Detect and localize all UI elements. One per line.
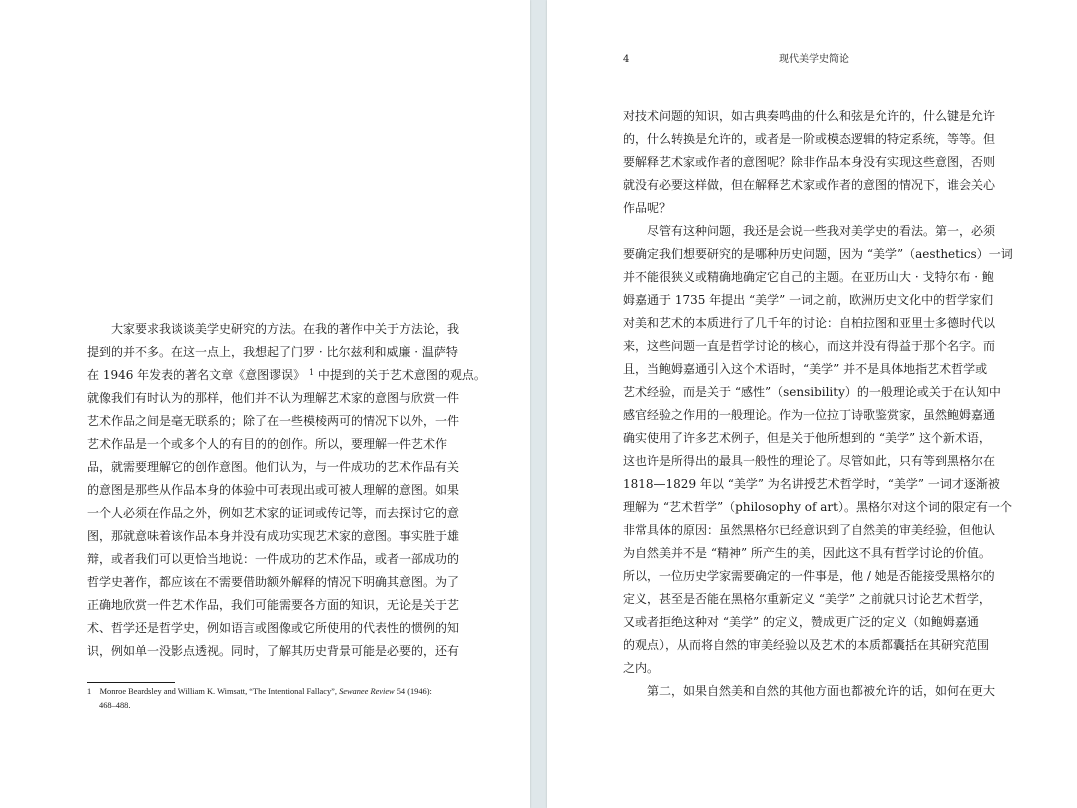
text-line: 之内。	[623, 661, 660, 675]
text-line: 品，就需要理解它的创作意图。他们认为，与一件成功的艺术作品有关	[87, 460, 460, 474]
left-page	[0, 0, 530, 808]
text-line: 姆嘉通于 1735 年提出 “美学” 一词之前，欧洲历史文化中的哲学家们	[623, 293, 994, 307]
footnote-journal: Sewanee Review	[339, 687, 395, 696]
text-line: 要解释艺术家或作者的意图呢？除非作品本身没有实现这些意图，否则	[623, 155, 996, 169]
text-line: 为自然美并不是 “精神” 所产生的美，因此这不具有哲学讨论的价值。	[623, 546, 991, 560]
footnote-volume: 54 (1946):	[396, 687, 432, 696]
text-line: 就没有必要这样做，但在解释艺术家或作者的意图的情况下，谁会关心	[623, 178, 996, 192]
text-line: 确实使用了许多艺术例子，但是关于他所想到的 “美学” 这个新术语，	[623, 431, 991, 445]
footnote-marker[interactable]: 1	[309, 368, 315, 377]
text-line: 哲学史著作，都应该在不需要借助额外解释的情况下明确其意图。为了	[87, 575, 460, 589]
text-line: 尽管有这种问题，我还是会说一些我对美学史的看法。第一，必须	[647, 224, 996, 238]
text-line: 就像我们有时认为的那样，他们并不认为理解艺术家的意图与欣赏一件	[87, 391, 460, 405]
text-line: 对技术问题的知识，如古典奏鸣曲的什么和弦是允许的，什么键是允许	[623, 109, 996, 123]
text-line: 艺术作品之间是毫无联系的；除了在一些模棱两可的情况下以外，一件	[87, 414, 460, 428]
page-number: 4	[623, 54, 630, 65]
text-line: 且，当鲍姆嘉通引入这个术语时，“美学” 并不是具体地指艺术哲学或	[623, 362, 988, 376]
text-line: 一个人必须在作品之外，例如艺术家的证词或传记等，而去探讨它的意	[87, 506, 460, 520]
right-page	[547, 0, 1077, 808]
text-line: 艺术作品是一个或多个人的有目的的创作。所以，要理解一件艺术作	[87, 437, 448, 451]
text-line: 提到的并不多。在这一点上，我想起了门罗 · 比尔兹利和威廉 · 温萨特	[87, 345, 458, 359]
text-line: 所以，一位历史学家需要确定的一件事是，他 / 她是否能接受黑格尔的	[623, 569, 995, 583]
text-line: 理解为 “艺术哲学”（philosophy of art）。黑格尔对这个词的限定有一个	[623, 500, 1012, 514]
text-line: 术、哲学还是哲学史，例如语言或图像或它所使用的代表性的惯例的知	[87, 621, 460, 635]
text-line: 艺术经验，而是关于 “感性”（sensibility）的一般理论或关于在认知中	[623, 385, 1001, 399]
running-title: 现代美学史简论	[779, 54, 849, 65]
text-line	[87, 367, 486, 383]
text-line-start: 在 1946 年发表的著名文章《意图谬误》	[87, 368, 306, 382]
text-line: 对美和艺术的本质进行了几千年的讨论：自柏拉图和亚里士多德时代以	[623, 316, 996, 330]
footnote-number: 1	[87, 687, 92, 696]
text-line: 识，例如单一没影点透视。同时，了解其历史背景可能是必要的，还有	[87, 644, 460, 658]
text-line: 1818—1829 年以 “美学” 为名讲授艺术哲学时，“美学” 一词才逐渐被	[623, 477, 1000, 491]
text-line: 要确定我们想要研究的是哪种历史问题，因为 “美学”（aesthetics）一词	[623, 247, 1013, 261]
text-line: 来，这些问题一直是哲学讨论的核心，而这并没有得益于那个名字。而	[623, 339, 996, 353]
text-line: 图，那就意味着该作品本身并没有成功实现艺术家的意图。事实胜于雄	[87, 529, 460, 543]
text-line: 的观点），从而将自然的审美经验以及艺术的本质都囊括在其研究范围	[623, 638, 990, 652]
text-line: 感官经验之作用的一般理论。作为一位拉丁诗歌鉴赏家，虽然鲍姆嘉通	[623, 408, 996, 422]
footnote	[87, 686, 432, 698]
text-line: 作品呢？	[623, 201, 672, 215]
text-line: 并不能很狭义或精确地确定它自己的主题。在亚历山大 · 戈特尔布 · 鲍	[623, 270, 994, 284]
text-line: 的，什么转换是允许的，或者是一阶或模态逻辑的特定系统，等等。但	[623, 132, 996, 146]
text-line: 第二，如果自然美和自然的其他方面也都被允许的话，如何在更大	[647, 684, 996, 698]
text-line: 非常具体的原因：虽然黑格尔已经意识到了自然美的审美经验，但他认	[623, 523, 996, 537]
text-line: 正确地欣赏一件艺术作品，我们可能需要各方面的知识，无论是关于艺	[87, 598, 460, 612]
text-line: 辩，或者我们可以更恰当地说：一件成功的艺术作品，或者一部成功的	[87, 552, 460, 566]
text-line: 的意图是那些从作品本身的体验中可表现出或可被人理解的意图。如果	[87, 483, 460, 497]
footnote-divider	[87, 682, 175, 683]
text-line: 定义，甚至是否能在黑格尔重新定义 “美学” 之前就只讨论艺术哲学，	[623, 592, 991, 606]
text-line: 大家要求我谈谈美学史研究的方法。在我的著作中关于方法论，我	[111, 322, 460, 336]
footnote-authors: Monroe Beardsley and William K. Wimsatt, “The Intentional Fallacy”,	[99, 687, 337, 696]
footnote-pages: 468–488.	[99, 701, 131, 710]
text-line-end: 中提到的关于艺术意图的观点。	[317, 368, 486, 382]
text-line: 这也许是所得出的最具一般性的理论了。尽管如此，只有等到黑格尔在	[623, 454, 996, 468]
text-line: 又或者拒绝这种对 “美学” 的定义，赞成更广泛的定义（如鲍姆嘉通	[623, 615, 979, 629]
